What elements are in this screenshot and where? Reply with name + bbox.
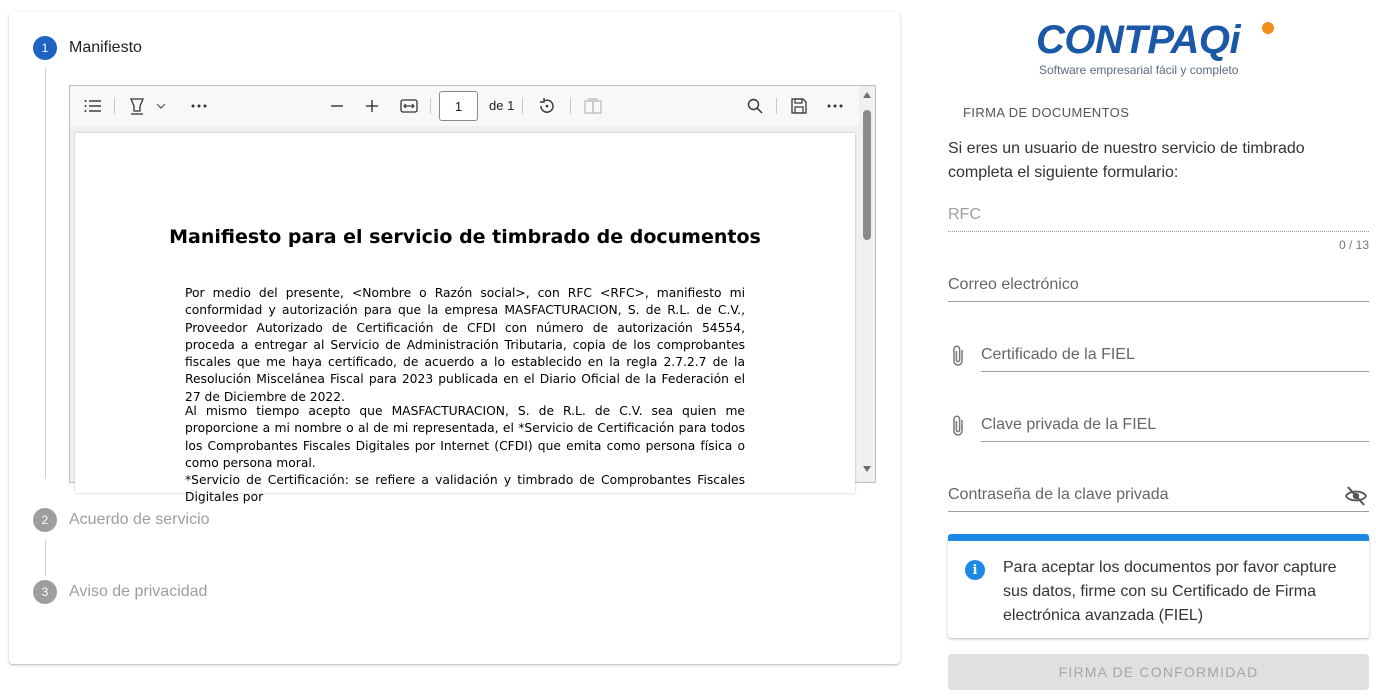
private-key-label: Clave privada de la FIEL	[981, 416, 1157, 433]
stepper-card	[9, 12, 900, 664]
more-options-icon[interactable]	[824, 95, 846, 117]
step-1-number: 1	[33, 36, 57, 60]
page-count: de 1	[489, 98, 515, 113]
password-label: Contraseña de la clave privada	[948, 486, 1169, 503]
step-3-label: Aviso de privacidad	[69, 583, 208, 600]
toolbar-divider	[570, 98, 571, 114]
pdf-page	[75, 133, 855, 505]
step-1-connector	[45, 68, 46, 478]
step-3-header[interactable]	[33, 580, 207, 604]
info-text: Para aceptar los documentos por favor capture sus datos, firme con su Certificado de Firma electrónica avanzada (FIEL)	[1003, 559, 1337, 624]
rfc-underline	[948, 231, 1369, 232]
logo-i: i	[1229, 18, 1241, 62]
email-field[interactable]	[948, 276, 1369, 302]
scroll-thumb[interactable]	[863, 110, 871, 240]
step-3-number: 3	[33, 580, 57, 604]
logo-dot	[1262, 22, 1274, 34]
toolbar-divider	[776, 98, 777, 114]
info-alert	[948, 534, 1369, 638]
contpaqi-logo	[1036, 18, 1240, 63]
zoom-out-icon[interactable]	[327, 95, 347, 117]
form-intro: Si eres un usuario de nuestro servicio de timbrado completa el siguiente formulario:	[948, 140, 1305, 181]
pdf-scrollbar[interactable]	[859, 86, 875, 482]
password-field[interactable]	[948, 486, 1369, 512]
section-title: FIRMA DE DOCUMENTOS	[963, 105, 1130, 120]
rfc-counter: 0 / 13	[1338, 238, 1369, 252]
step-2-header[interactable]	[33, 508, 210, 532]
step-2-number: 2	[33, 508, 57, 532]
pdf-toolbar	[70, 86, 860, 126]
private-key-file-field[interactable]	[981, 416, 1369, 442]
search-icon[interactable]	[744, 95, 766, 117]
paperclip-icon	[948, 414, 970, 438]
document-paragraph: *Servicio de Certificación: se refiere a validación y timbrado de Comprobantes Fiscales Digitales por	[185, 473, 745, 505]
sign-agreement-button[interactable]: FIRMA DE CONFORMIDAD	[948, 654, 1369, 690]
document-paragraph: Al mismo tiempo acepto que MASFACTURACION, S. de R.L. de C.V. sea quien me proporcione a mi nombre o al de mi representada, el *Servicio de Certificación para todos los Comprobantes Fiscales Digitales por Internet (CFDI) que emita como persona física o como persona moral.	[185, 404, 745, 470]
highlighter-icon[interactable]	[126, 95, 148, 117]
fit-width-icon[interactable]	[398, 95, 420, 117]
brand-tagline: Software empresarial fácil y completo	[1039, 63, 1239, 77]
save-icon[interactable]	[788, 95, 810, 117]
rotate-icon[interactable]	[536, 95, 558, 117]
email-label: Correo electrónico	[948, 276, 1079, 293]
step-2-connector	[45, 540, 46, 576]
toolbar-divider	[522, 98, 523, 114]
scroll-down-arrow-icon[interactable]	[863, 466, 871, 472]
step-2-label: Acuerdo de servicio	[69, 511, 210, 528]
document-paragraph: Por medio del presente, <Nombre o Razón social>, con RFC <RFC>, manifiesto mi conformidad y autorización para que la empresa MASFACTURACION, S. de R.L. de C.V., Proveedor Autorizado de Certificación de CFDI con número de autorización 54554, proceda a entregar al Servicio de Administración Tributaria, copia de los comprobantes fiscales que me haya certificado, de acuerdo a lo establecido en la regla 2.7.2.7 de la Resolución Miscelánea Fiscal para 2023 publicada en el Diario Oficial de la Federación el 27 de Diciembre de 2022.	[185, 286, 745, 404]
page-number-input[interactable]: 1	[439, 91, 478, 121]
toolbar-divider	[114, 98, 115, 114]
email-underline	[948, 301, 1369, 302]
logo-text: CONTPAQ	[1036, 18, 1230, 62]
visibility-off-icon[interactable]	[1344, 485, 1368, 507]
certificate-file-field[interactable]	[981, 346, 1369, 372]
step-1-label: Manifiesto	[69, 39, 142, 56]
rfc-label: RFC	[948, 206, 981, 223]
contents-list-icon[interactable]	[82, 95, 104, 117]
private-key-underline	[981, 441, 1369, 442]
paperclip-icon	[948, 344, 970, 368]
rfc-field[interactable]	[948, 206, 1369, 254]
toolbar-divider	[430, 98, 431, 114]
info-icon: i	[965, 560, 985, 580]
certificate-label: Certificado de la FIEL	[981, 346, 1135, 363]
pdf-viewer[interactable]	[69, 85, 876, 505]
scroll-up-arrow-icon[interactable]	[863, 92, 871, 98]
password-underline	[948, 511, 1369, 512]
more-options-icon[interactable]	[188, 95, 210, 117]
document-title: Manifiesto para el servicio de timbrado de documentos	[169, 226, 761, 248]
certificate-underline	[981, 371, 1369, 372]
zoom-in-icon[interactable]	[362, 95, 382, 117]
step-1-header[interactable]	[33, 36, 142, 60]
chevron-down-icon[interactable]	[154, 95, 168, 117]
page-view-icon[interactable]	[582, 95, 604, 117]
